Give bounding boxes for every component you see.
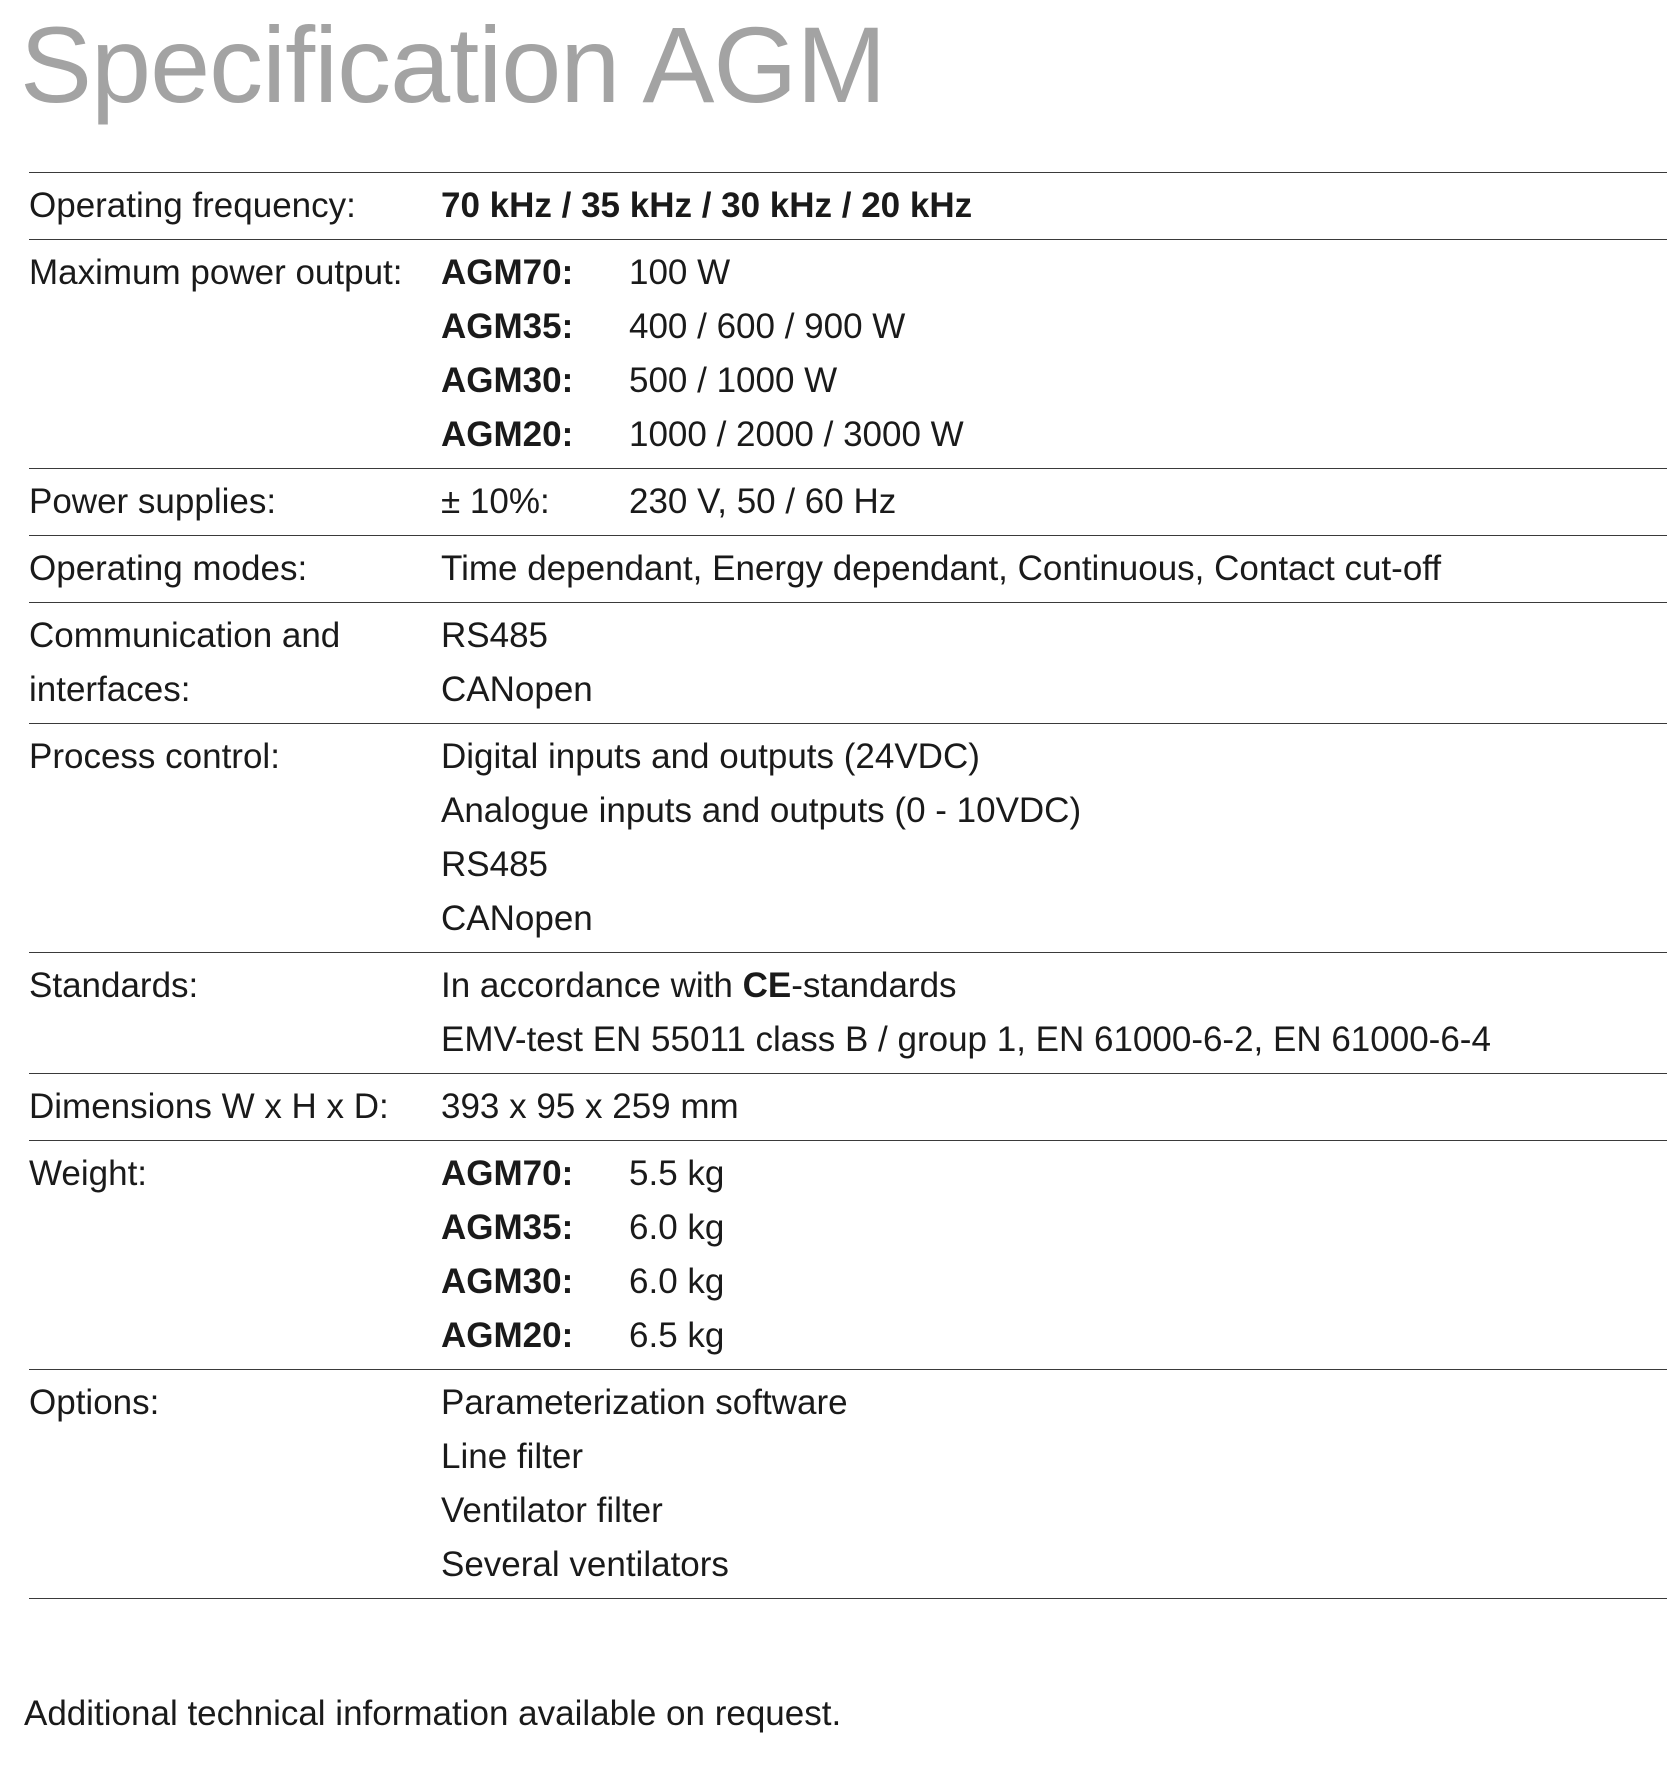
model-key: AGM35:	[441, 1208, 574, 1247]
row-label: Communication and interfaces:	[29, 616, 341, 709]
model-key: AGM20:	[441, 415, 574, 454]
row-value	[441, 542, 1667, 596]
option-item: Several ventilators	[441, 1545, 729, 1584]
spec-table	[29, 172, 1667, 1599]
model-value: 6.5 kg	[629, 1316, 725, 1355]
row-value	[441, 1376, 1667, 1592]
spec-row-standards	[29, 953, 1667, 1074]
row-value	[441, 475, 1667, 529]
power-supply-line	[441, 475, 1667, 529]
operating-modes-value: Time dependant, Energy dependant, Continuous, Contact cut-off	[441, 549, 1442, 588]
dimensions-value: 393 x 95 x 259 mm	[441, 1087, 739, 1126]
power-supply-value: 230 V, 50 / 60 Hz	[629, 482, 897, 521]
model-value: 100 W	[629, 253, 731, 292]
model-key: AGM30:	[441, 361, 574, 400]
option-item: Parameterization software	[441, 1383, 848, 1422]
row-value	[441, 1080, 1667, 1134]
row-label: Dimensions W x H x D:	[29, 1087, 389, 1126]
row-value	[441, 1147, 1667, 1363]
power-line-agm35	[441, 300, 1667, 354]
row-label: Standards:	[29, 966, 199, 1005]
model-value: 1000 / 2000 / 3000 W	[629, 415, 964, 454]
spec-row-dimensions	[29, 1074, 1667, 1141]
operating-frequency-value: 70 kHz / 35 kHz / 30 kHz / 20 kHz	[441, 186, 973, 225]
spec-row-operating-frequency	[29, 173, 1667, 240]
process-control-item: RS485	[441, 845, 549, 884]
model-value: 400 / 600 / 900 W	[629, 307, 906, 346]
row-value	[441, 959, 1667, 1067]
spec-row-maximum-power-output	[29, 240, 1667, 469]
row-label: Process control:	[29, 737, 280, 776]
interface-item: RS485	[441, 616, 549, 655]
ce-mark: CE	[742, 966, 792, 1005]
row-label: Weight:	[29, 1154, 148, 1193]
row-value	[441, 609, 1667, 717]
weight-line-agm20	[441, 1309, 1667, 1363]
weight-line-agm30	[441, 1255, 1667, 1309]
model-key: AGM20:	[441, 1316, 574, 1355]
weight-line-agm70	[441, 1147, 1667, 1201]
spec-row-communication-interfaces	[29, 603, 1667, 724]
power-line-agm70	[441, 246, 1667, 300]
row-label: Maximum power output:	[29, 253, 403, 292]
option-item: Ventilator filter	[441, 1491, 663, 1530]
spec-row-operating-modes	[29, 536, 1667, 603]
standards-prefix: In accordance with	[441, 966, 743, 1005]
model-value: 6.0 kg	[629, 1208, 725, 1247]
process-control-item: Digital inputs and outputs (24VDC)	[441, 737, 980, 776]
model-key: AGM70:	[441, 1154, 574, 1193]
spec-row-options	[29, 1370, 1667, 1599]
power-line-agm30	[441, 354, 1667, 408]
row-value	[441, 246, 1667, 462]
model-value: 6.0 kg	[629, 1262, 725, 1301]
process-control-item: CANopen	[441, 899, 593, 938]
row-value	[441, 730, 1667, 946]
model-value: 5.5 kg	[629, 1154, 725, 1193]
spec-row-weight	[29, 1141, 1667, 1370]
spec-row-process-control	[29, 724, 1667, 953]
model-key: AGM35:	[441, 307, 574, 346]
process-control-item: Analogue inputs and outputs (0 - 10VDC)	[441, 791, 1082, 830]
spec-row-power-supplies	[29, 469, 1667, 536]
row-label: Options:	[29, 1383, 160, 1422]
footer-note: Additional technical information available on request.	[24, 1694, 842, 1733]
row-value	[441, 179, 1667, 233]
option-item: Line filter	[441, 1437, 584, 1476]
interface-item: CANopen	[441, 670, 593, 709]
standards-emv-line: EMV-test EN 55011 class B / group 1, EN 61000-6-2, EN 61000-6-4	[441, 1020, 1491, 1059]
model-value: 500 / 1000 W	[629, 361, 838, 400]
row-label: Operating modes:	[29, 549, 308, 588]
row-label: Power supplies:	[29, 482, 277, 521]
tolerance-key: ± 10%:	[441, 482, 550, 521]
model-key: AGM70:	[441, 253, 574, 292]
row-label: Operating frequency:	[29, 186, 356, 225]
standards-suffix: -standards	[791, 966, 957, 1005]
model-key: AGM30:	[441, 1262, 574, 1301]
page-title: Specification AGM	[20, 4, 886, 125]
power-line-agm20	[441, 408, 1667, 462]
weight-line-agm35	[441, 1201, 1667, 1255]
standards-ce-line	[441, 959, 1667, 1013]
